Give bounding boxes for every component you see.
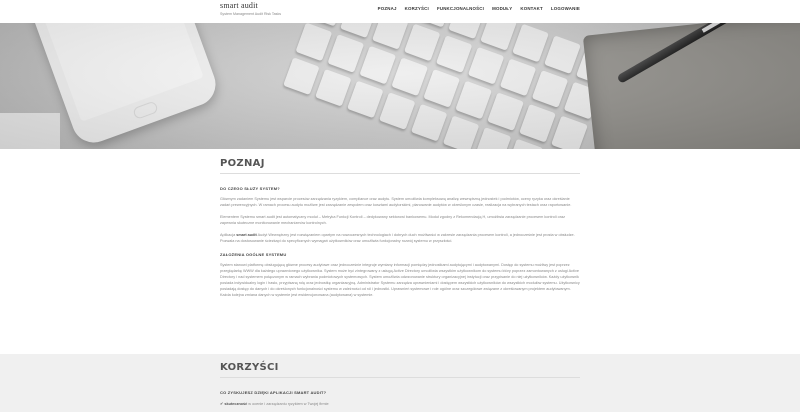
paragraph-3-bold: smart audit [236,233,257,237]
hero-image [0,23,800,149]
nav-moduly[interactable]: MODUŁY [492,6,513,11]
paragraph-3 [220,232,580,244]
question-heading-2: ZAŁOŻENIA OGÓLNE SYSTEMU [220,252,287,257]
nav-kontakt[interactable]: KONTAKT [520,6,543,11]
section-poznaj [220,158,580,298]
top-header [0,0,800,23]
main-nav [370,6,580,11]
brand-logo[interactable]: smart audit [220,1,258,10]
hero-overlay [0,23,800,149]
section-title-korzysci: KORZYŚCI [220,362,279,373]
brand-tagline: System Management Audit Risk Tasks [220,12,282,16]
nav-poznaj[interactable]: POZNAJ [377,6,397,11]
benefit-item-1 [220,401,580,407]
nav-korzysci[interactable]: KORZYŚCI [404,6,429,11]
check-icon: ✔ [220,401,224,406]
nav-funkcjonalnosci[interactable]: FUNKCJONALNOŚCI [436,6,485,11]
section-korzysci [220,362,580,407]
paragraph-1: Głównym zadaniem Systemu jest wsparcie procesów zarządzania ryzykiem, compliance oraz audytu. System umożliwia kompleksową analizę wewnętrzną jednostek i podmiotów, oceny ryzyka oraz określanie zadań prewencyjnych. W ramach procesu audytu możliwe jest zarządzanie zespołem oraz kosztami audytorskimi, planowanie audytów w określonym czasie, realizacja na wybranych testach oraz raportowanie. [220,197,572,207]
section-divider [220,173,580,174]
paragraph-3-post: Audyt Wewnętrzny jest rozwiązaniem opartym na nowoczesnych technologiach i dobrych duch możliwości w zakresie zarządzania procesem kontroli, a jednocześnie jest prosta w obsłudze. Pozwala na dostosowanie ściezkapi do specyficznych wymagań użytkowników oraz umożliwia funkcjonalny rozwój systemu w przyszłości. [220,233,575,243]
paragraph-4: System stanowi platformę obsługującą główne procesy audytowe oraz jednocześnie integruje wymiany informacji pomiędzy jednostkami audytującymi i audytowanymi. Dostęp do systemu możliwy jest poprzez przeglądarkę WWW dla każdego uprawnionego użytkownika. System może być zintegrowany z usługą Active Directory umożliwia wszystkim użytkownikom do systemu który poprzez zamontowanych z usługi Active Directory i nad systemem połączonym w ramach wybrania podmiotowych systemowych. System umożliwia odwzorowanie struktury organizacyjnej instytucji oraz przypisanie do niej użytkowników. Każdy użytkownik posiada indywidualny login i hasło, przypisaną rolę oraz jednostkę organizacyjną. Administrator Systemu zarządza uprawnieniami i dostępem wszystkich użytkowników do wszystkich modułów systemu. Użytkownicy posiadają dostęp do danych i do określonych funkcjonalności systemu w zależności od ról i jednostki. Uprawnień systemowe i role ogólne oraz szczegółowe związane z określowanym projektem audytowanym. Każda kolejna zmiana danych w systemie jest ewidencjonowana (audytowana) w systemie. [220,263,580,297]
section-korzysci-bg [0,354,800,412]
paragraph-2: Elementem Systemu smart audit jest automatyczny moduł – Metryka Funkcji Kontroli – dedykowany sektorowi bankowemu. Moduł zgodny z Rekomendacją H, umożliwia zarządzanie procesem kontroli oraz zapewnia skuteczne monitorowanie mechanizmów kontrolnych. [220,215,566,225]
paragraph-3-pre: Aplikacja [220,233,236,237]
section-title-poznaj: POZNAJ [220,158,265,169]
benefit-item-1-bold: skuteczność [224,402,248,406]
nav-logowanie[interactable]: LOGOWANIE [550,6,580,11]
question-heading-3: CO ZYSKUJESZ DZIĘKI APLIKACJI SMART AUDIT? [220,390,327,395]
benefit-item-1-text: w ocenie i zarządzaniu ryzykiem w Twojej firmie [248,402,329,406]
question-heading-1: DO CZEGO SŁUŻY SYSTEM? [220,186,280,191]
section-divider [220,377,580,378]
